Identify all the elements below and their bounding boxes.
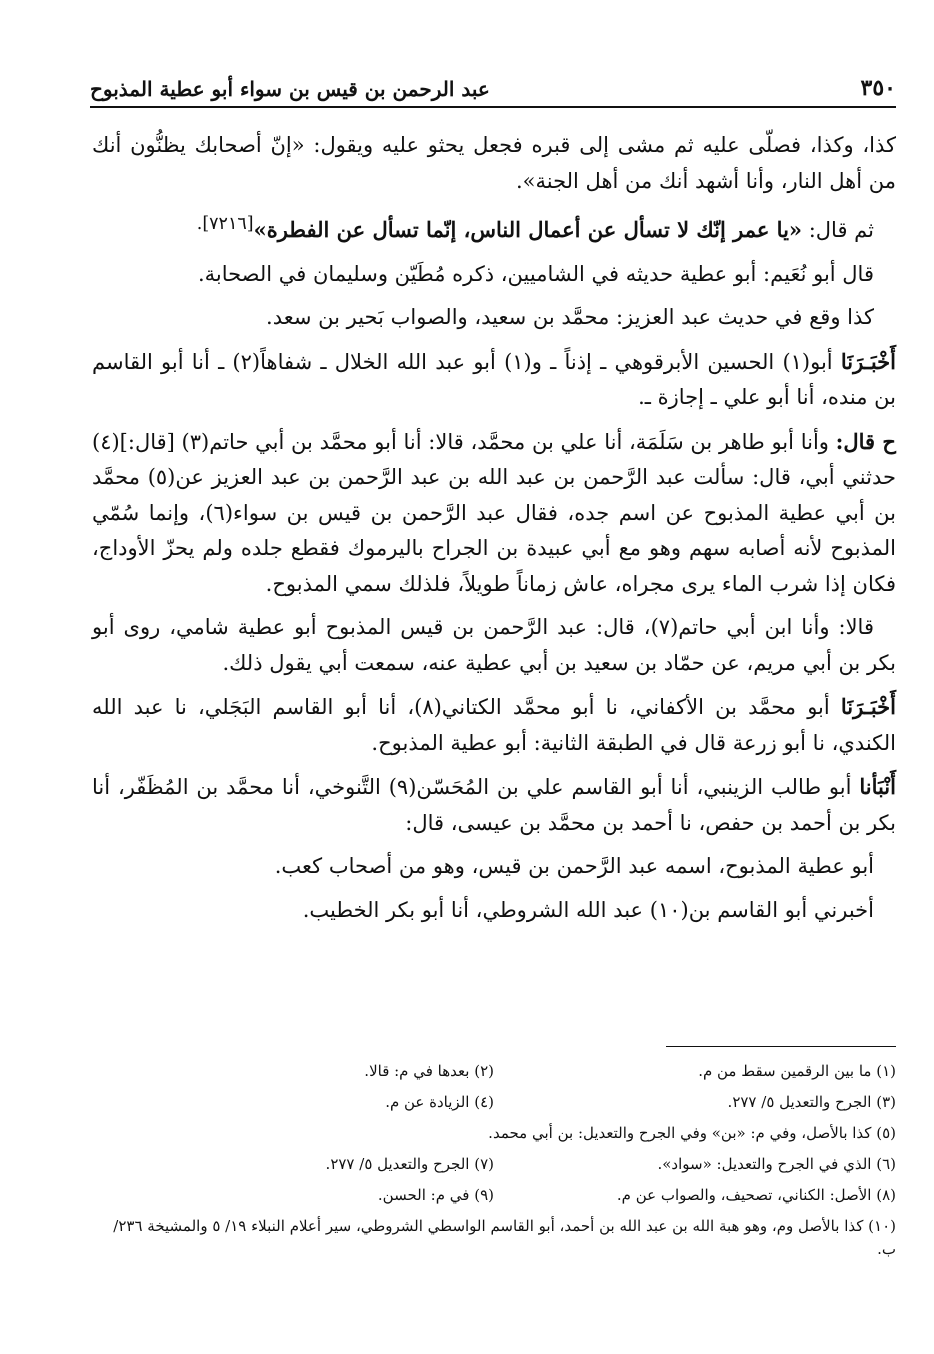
footnote-3: (٣) الجرح والتعديل ٥/ ٢٧٧. — [727, 1093, 896, 1111]
footnote-7: (٧) الجرح والتعديل ٥/ ٢٧٧. — [325, 1155, 494, 1173]
footnote-row — [92, 1149, 896, 1180]
paragraph-8-text: أبو محمَّد بن الأكفاني، نا أبو محمَّد الكتاني(٨)، أنا أبو القاسم البَجَلي، نا عبد الله الكندي، نا أبو زرعة قال في الطبقة الثانية: أبو عطية المذبوح. — [92, 695, 896, 755]
footnote-5: (٥) كذا بالأصل، وفي م: «بن» وفي الجرح والتعديل: بن أبي محمد. — [488, 1124, 896, 1142]
paragraph-6 — [92, 424, 896, 603]
isnad-keyword: أَخْبَـرَنَا — [840, 348, 896, 374]
isnad-keyword: ح قال: — [835, 428, 896, 454]
paragraph-5 — [92, 344, 896, 416]
paragraph-2-intro: ثم قال: — [802, 218, 874, 242]
footnote-row — [92, 1180, 896, 1211]
footnote-row — [92, 1056, 896, 1087]
paragraph-2 — [92, 207, 896, 249]
footnote-8: (٨) الأصل: الكناني، تصحيف، والصواب عن م. — [616, 1186, 896, 1204]
paragraph-5-text: أبو(١) الحسين الأبرقوهي ـ إذناً ـ و(١) أبو عبد الله الخلال ـ شفاهاً(٢) ـ أنا أبو القاسم بن منده، أنا أبو علي ـ إجازة ـ. — [92, 349, 896, 409]
page-header — [90, 68, 896, 108]
paragraph-7: قالا: وأنا ابن أبي حاتم(٧)، قال: عبد الرَّحمن بن قيس المذبوح أبو عطية شامي، روى أبو بكر بن أبي مريم، عن حمّاد بن سعيد بن أبي عطية عنه، سمعت أبي يقول ذلك. — [92, 615, 896, 675]
isnad-keyword: أَنْبَأنا — [859, 774, 896, 799]
footnote-10: (١٠) كذا بالأصل وم، وهو هبة الله بن عبد الله بن أحمد، أبو القاسم الواسطي الشروطي، سير أعلام النبلاء ١٩/ ٥ والمشيخة ٢٣٦/ ب. — [113, 1217, 896, 1258]
footnote-6: (٦) الذي في الجرح والتعديل: «سواد». — [657, 1155, 896, 1173]
footnote-2: (٢) بعدها في م: قالا. — [364, 1062, 494, 1080]
paragraph-9-text: أبو طالب الزينبي، أنا أبو القاسم علي بن المُحَسّن(٩) التَّنوخي، أنا محمَّد بن المُظَفّر، أنا بكر بن أحمد بن حفص، نا أحمد بن محمَّد بن عيسى، قال: — [92, 775, 896, 835]
paragraph-4: كذا وقع في حديث عبد العزيز: محمَّد بن سعيد، والصواب بَحير بن سعد. — [266, 305, 874, 329]
footnote-row — [92, 1087, 896, 1118]
paragraph-9 — [92, 769, 896, 841]
footnote-row — [92, 1118, 896, 1149]
footnote-9: (٩) في م: الحسن. — [377, 1186, 494, 1204]
footnote-4: (٤) الزيادة عن م. — [385, 1093, 494, 1111]
running-title: عبد الرحمن بن قيس بن سواء أبو عطية المذبوح — [90, 77, 490, 101]
main-text — [92, 128, 896, 936]
paragraph-11: أخبرني أبو القاسم بن(١٠) عبد الله الشروطي، أنا أبو بكر الخطيب. — [302, 897, 874, 922]
footnote-separator — [666, 1046, 896, 1047]
hadith-number: [٧٢١٦]. — [196, 214, 254, 234]
paragraph-6-text: وأنا أبو طاهر بن سَلَمَة، أنا علي بن محمَّد، قالا: أنا أبو محمَّد بن أبي حاتم(٣) [قال:](٤) حدثني أبي، قال: سألت عبد الرَّحمن بن عبد الله بن عبد الرَّحمن بن عبد العزيز عن(٥) محمَّد بن أبي عطية المذبوح عن اسم جده، فقال عبد الرَّحمن بن قيس بن سواء(٦)، وإنما سُمّي المذبوح لأنه أصابه سهم وهو مع أبي عبيدة بن الجراح باليرموك فقطع جلده ولم يحزّ الأوداج، فكان إذا شرب الماء يرى مجراه، عاش زماناً طويلاً، فلذلك سمي المذبوح. — [92, 429, 897, 596]
paragraph-1: كذا، وكذا، فصلّى عليه ثم مشى إلى قبره فجعل يحثو عليه ويقول: «إنّ أصحابك يظنُّون أنك من أهل النار، وأنا أشهد أنك من أهل الجنة». — [92, 133, 896, 193]
paragraph-3: قال أبو نُعَيم: أبو عطية حديثه في الشاميين، ذكره مُطَيّن وسليمان في الصحابة. — [197, 261, 874, 286]
footnotes — [92, 1056, 896, 1261]
isnad-keyword: أَخْبَـرَنَا — [840, 694, 896, 719]
hadith-quote: «يا عمر إنّك لا تسأل عن أعمال الناس، إنّما تسأل عن الفطرة» — [253, 217, 803, 242]
footnote-1: (١) ما بين الرقمين سقط من م. — [698, 1062, 896, 1080]
page-number: ٣٥٠ — [860, 75, 896, 101]
paragraph-10: أبو عطية المذبوح، اسمه عبد الرَّحمن بن قيس، وهو من أصحاب كعب. — [274, 854, 874, 878]
paragraph-8 — [92, 689, 896, 761]
